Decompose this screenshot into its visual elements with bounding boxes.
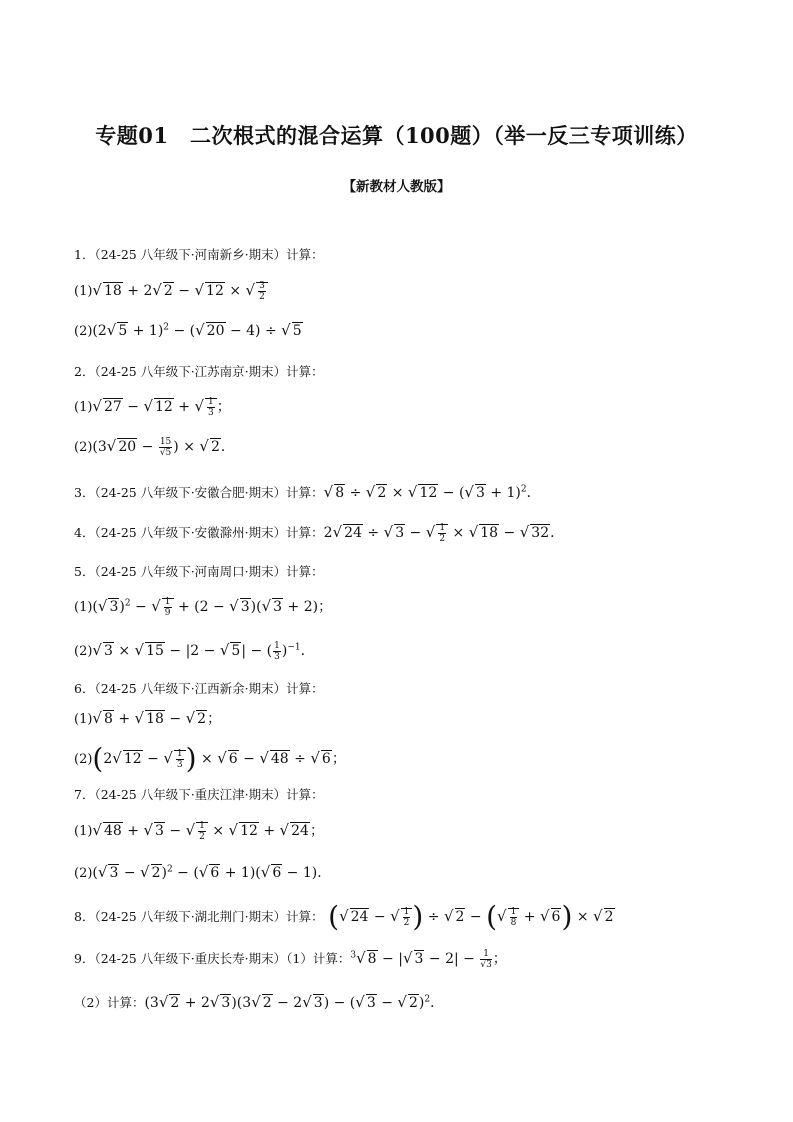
problem-5-heading: 5．（24-25 八年级下·河南周口·期末）计算： — [74, 564, 324, 579]
problem-4-heading: 4．（24-25 八年级下·安徽滁州·期末）计算：2√ 24 ÷ √ 3 − √ $\frac{1}{2}$ × √ 18 − √ 32． — [74, 522, 565, 544]
problem-1-heading: 1．（24-25 八年级下·河南新乡·期末）计算： — [74, 247, 324, 262]
problem-2-part-2: (2)(3√ 20 − $\frac{15}{√5}$ ) × √ 2． — [74, 436, 235, 458]
problem-9-heading: 9．（24-25 八年级下·重庆长寿·期末）（1）计算：$^3$√ 8 − |√ 3 − 2| − $\frac{1}{√3}$ ； — [74, 948, 507, 970]
problem-9-part-2: （2）计算：(3√ 2 + 2√ 3)(3√ 2 − 2√ 3) − (√ 3 − √ 2)$^2$． — [74, 993, 445, 1011]
document-title: 专题01 二次根式的混合运算（100题）（举一反三专项训练） — [95, 123, 698, 148]
problem-3-heading: 3．（24-25 八年级下·安徽合肥·期末）计算：√ 8 ÷ √ 2 × √ 12 − (√ 3 + 1)$^2$． — [74, 483, 541, 501]
problem-5-part-1: (1)(√ 3)$^2$ − √ $\frac{1}{9}$ + (2 − √ 3)(√ 3 + 2)； — [74, 596, 333, 618]
problem-6-part-2: (2)(2√ 12 − √ $\frac{1}{3}$ ) × √ 6 − √ 48 ÷ √ 6； — [74, 742, 346, 775]
problem-6-heading: 6．（24-25 八年级下·江西新余·期末）计算： — [74, 681, 324, 696]
problem-7-heading: 7．（24-25 八年级下·重庆江津·期末）计算： — [74, 787, 324, 802]
problem-7-part-1: (1)√ 48 + √ 3 − √ $\frac{1}{2}$ × √ 12 + √ 24； — [74, 820, 324, 842]
problem-6-part-1: (1)√ 8 + √ 18 − √ 2； — [74, 709, 222, 727]
edition-subtitle: 【新教材人教版】 — [342, 179, 451, 195]
problem-1-part-1: (1)√ 18 + 2√ 2 − √ 12 × √ $\frac{3}{2}$ — [74, 280, 268, 302]
problem-2-heading: 2．（24-25 八年级下·江苏南京·期末）计算： — [74, 364, 324, 379]
problem-8-heading: 8．（24-25 八年级下·湖北荆门·期末）计算： (√ 24 − √ $\frac{1}{2}$ ) ÷ √ 2 − (√ $\frac{1}{8}$ + √ 6) × √ 2 — [74, 900, 614, 933]
problem-2-part-1: (1)√ 27 − √ 12 + √ $\frac{1}{3}$ ； — [74, 396, 231, 418]
problem-7-part-2: (2)(√ 3 − √ 2)$^2$ − (√ 6 + 1)(√ 6 − 1)． — [74, 863, 332, 881]
problem-1-part-2: (2)(2√ 5 + 1)$^2$ − (√ 20 − 4) ÷ √ 5 — [74, 321, 302, 339]
problem-5-part-2: (2)√ 3 × √ 15 − |2 − √ 5| − ( $\frac{1}{3}$ )$^{-1}$． — [74, 640, 315, 662]
